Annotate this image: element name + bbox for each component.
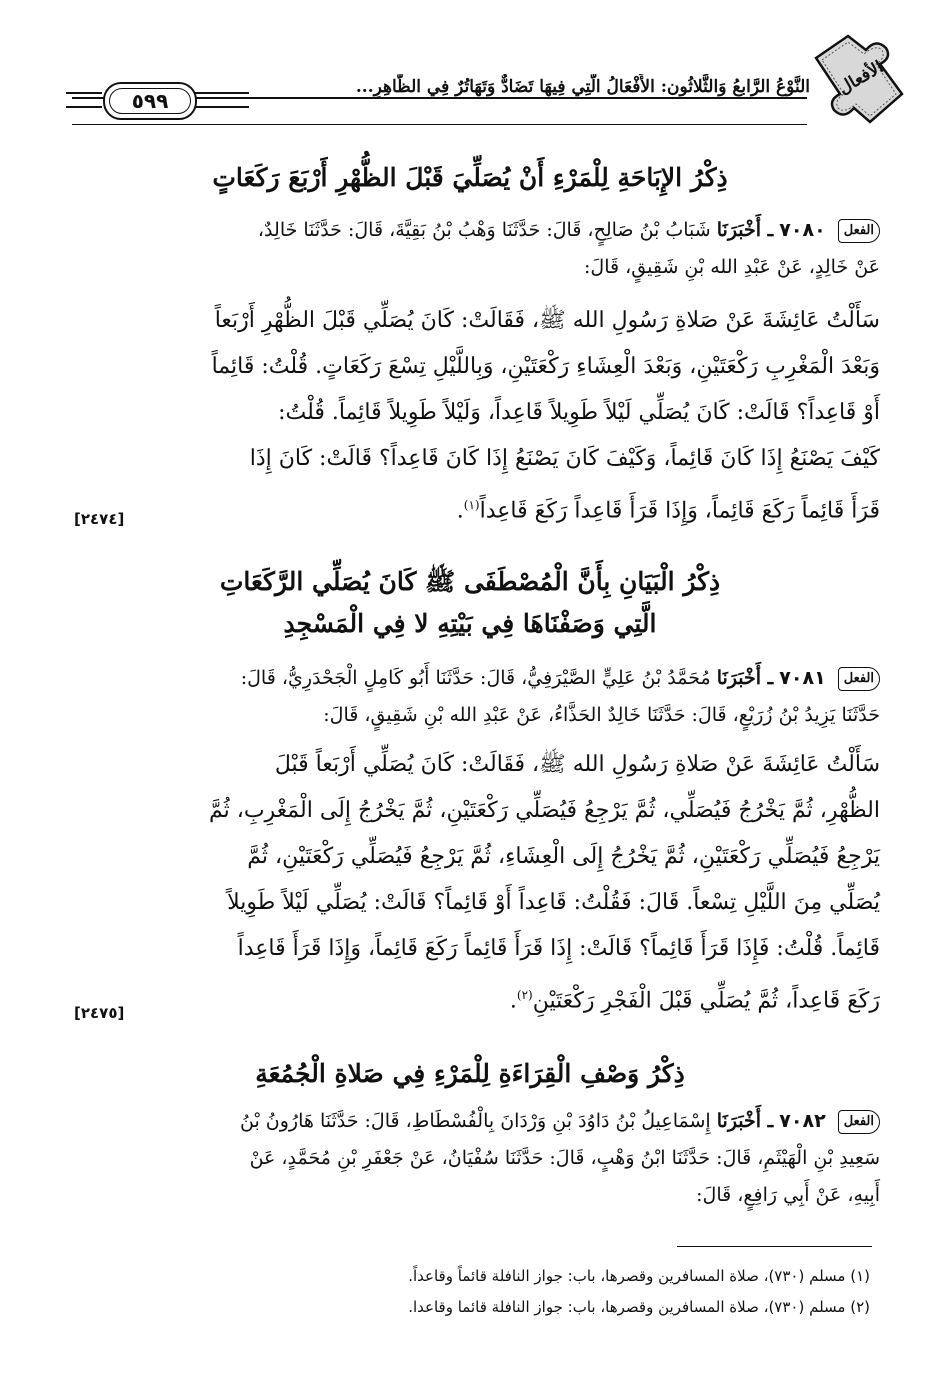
- fil-badge: الفعل: [838, 667, 880, 691]
- hadith-matn: [60, 742, 880, 1024]
- hadith-isnad: [60, 660, 880, 734]
- isnad-line: [60, 660, 880, 697]
- header-rule: [195, 106, 249, 108]
- hadith-number: ٧٠٨٠: [779, 219, 826, 241]
- matn-line: يَرْجِعُ فَيُصَلِّي رَكْعَتَيْنِ، ثُمَّ يَخْرُجُ إِلَى الْعِشَاءِ، ثُمَّ يَرْجِعُ فَيُصَلِّي رَكْعَتَيْنِ، ثُمَّ: [247, 844, 880, 869]
- matn-line: قَائِماً. قُلْتُ: فَإِذَا قَرَأَ قَائِماً؟ قَالَتْ: إِذَا قَرَأَ قَائِماً رَكَعَ قَائِماً، وَإِذَا قَرَأَ قَاعِداً: [237, 936, 880, 961]
- hadith-isnad: [60, 1103, 880, 1214]
- page-number-frame: [103, 82, 197, 120]
- fil-badge: الفعل: [838, 219, 880, 243]
- matn-line: سَأَلْتُ عَائِشَةَ عَنْ صَلاةِ رَسُولِ الله ﷺ، فَقَالَتْ: كَانَ يُصَلِّي أَرْبَعاً قَبْلَ: [274, 752, 880, 777]
- footnote-separator: [677, 1246, 872, 1247]
- hadith-reference: [٢٤٧٤]: [74, 510, 125, 528]
- hadith-matn: [60, 298, 880, 534]
- isnad-line: حَدَّثَنَا يَزِيدُ بْنُ زُرَيْعٍ، قَالَ: حَدَّثَنَا خَالِدٌ الحَذَّاءُ، عَنْ عَبْدِ الله بْنِ شَقِيقٍ، قَالَ:: [323, 704, 880, 726]
- footnote-marker: (١): [463, 498, 480, 512]
- isnad-line: أَبِيهِ، عَنْ أَبِي رَافِعٍ، قَالَ:: [696, 1184, 880, 1206]
- header-rule: [66, 92, 102, 94]
- matn-line: كَيْفَ يَصْنَعُ إِذَا كَانَ قَائِماً، وَكَيْفَ كَانَ يَصْنَعُ إِذَا كَانَ قَاعِداً؟ قَالَتْ: كَانَ إِذَا: [249, 446, 880, 471]
- page-number: ٥٩٩: [131, 89, 169, 113]
- hadith-number: ٧٠٨١: [779, 667, 826, 689]
- akhbarana-word: ـ أَخْبَرَنَا: [716, 667, 774, 689]
- section-heading: ذِكْرُ الإِبَاحَةِ لِلْمَرْءِ أَنْ يُصَلِّيَ قَبْلَ الظُّهْرِ أَرْبَعَ رَكَعَاتٍ: [212, 163, 728, 192]
- footnote: (١) مسلم (٧٣٠)، صلاة المسافرين وقصرها، باب: جواز النافلة قائماً وقاعداً.: [408, 1267, 870, 1285]
- matn-line: سَأَلْتُ عَائِشَةَ عَنْ صَلاةِ رَسُولِ الله ﷺ، فَقَالَتْ: كَانَ يُصَلِّي قَبْلَ الظُّهْرِ أَرْبَعاً: [214, 308, 880, 333]
- matn-line: يُصَلِّي مِنَ اللَّيْلِ تِسْعاً. قَالَ: فَقُلْتُ: قَاعِداً أَوْ قَائِماً؟ قَالَتْ: يُصَلِّي لَيْلاً طَوِيلاً: [227, 890, 880, 915]
- running-header: النَّوْعُ الرَّابعُ وَالثَّلاثُون: الأَفْعَالُ الَّتِي فِيهَا تَضَادٌّ وَتَهَاتُرٌ فِي الظَّاهِرِ...: [355, 77, 810, 97]
- header-rule-thin: [72, 124, 807, 125]
- matn-line: [60, 972, 880, 1024]
- isnad-text: مُحَمَّدُ بْنُ عَلِيٍّ الصَّيْرَفِيُّ، قَالَ: حَدَّثَنَا أَبُو كَامِلٍ الْجَحْدَرِيُّ، قَالَ:: [240, 667, 711, 689]
- footnote-marker: (٢): [516, 988, 533, 1002]
- matn-line: أَوْ قَاعِداً؟ قَالَتْ: كَانَ يُصَلِّي لَيْلاً طَوِيلاً قَاعِداً، وَلَيْلاً طَوِيلاً قَائِماً. قُلْتُ:: [278, 400, 880, 425]
- matn-line: الظُّهْرِ، ثُمَّ يَخْرُجُ فَيُصَلِّي، ثُمَّ يَرْجِعُ فَيُصَلِّي رَكْعَتَيْنِ، ثُمَّ يَخْرُجُ إِلَى الْمَغْرِبِ، ثُمَّ: [208, 798, 880, 823]
- akhbarana-word: ـ أَخْبَرَنَا: [716, 1110, 774, 1132]
- isnad-line: [60, 1103, 880, 1140]
- hadith-reference: [٢٤٧٥]: [74, 1004, 125, 1022]
- matn-text: قَرَأَ قَائِماً رَكَعَ قَائِماً، وَإِذَا قَرَأَ قَاعِداً رَكَعَ قَاعِداً: [479, 498, 880, 524]
- matn-text: رَكَعَ قَاعِداً، ثُمَّ يُصَلِّي قَبْلَ الْفَجْرِ رَكْعَتَيْنِ: [532, 988, 880, 1014]
- hadith-isnad: [60, 212, 880, 286]
- fil-badge: الفعل: [838, 1110, 880, 1134]
- section-heading: ذِكْرُ وَصْفِ الْقِرَاءَةِ لِلْمَرْءِ فِي صَلاةِ الْجُمُعَةِ: [255, 1059, 685, 1088]
- matn-end: .: [509, 988, 517, 1014]
- isnad-line: عَنْ خَالِدٍ، عَنْ عَبْدِ الله بْنِ شَقِيقٍ، قَالَ:: [584, 256, 880, 278]
- matn-line: [60, 482, 880, 534]
- matn-end: .: [456, 498, 464, 524]
- akhbarana-word: ـ أَخْبَرَنَا: [716, 219, 774, 241]
- isnad-line: [60, 212, 880, 249]
- section-heading: الَّتِي وَصَفْنَاهَا فِي بَيْتِهِ لا فِي الْمَسْجِدِ: [283, 609, 657, 638]
- hadith-number: ٧٠٨٢: [779, 1110, 826, 1132]
- header-rule: [195, 92, 249, 94]
- isnad-text: شَبَابُ بْنُ صَالِحٍ، قَالَ: حَدَّثَنَا وَهْبُ بْنُ بَقِيَّةَ، قَالَ: حَدَّثَنَا خَالِدٌ،: [257, 219, 711, 241]
- isnad-text: إِسْمَاعِيلُ بْنُ دَاوُدَ بْنِ وَرْدَانَ بِالْفُسْطَاطِ، قَالَ: حَدَّثَنَا هَارُونُ بْنُ: [240, 1110, 711, 1132]
- isnad-line: سَعِيدِ بْنِ الْهَيْثَمِ، قَالَ: حَدَّثَنَا ابْنُ وَهْبٍ، قَالَ: حَدَّثَنَا سُفْيَانُ، عَنْ جَعْفَرِ بْنِ مُحَمَّدٍ، عَنْ: [249, 1147, 880, 1169]
- section-badge: الأفعال: [835, 57, 887, 99]
- header-rule: [66, 106, 102, 108]
- matn-line: وَبَعْدَ الْمَغْرِبِ رَكْعَتَيْنِ، وَبَعْدَ الْعِشَاءِ رَكْعَتَيْنِ، وَبِاللَّيْلِ تِسْعَ رَكَعَاتٍ. قُلْتُ: قَائِماً: [211, 354, 880, 379]
- footnote: (٢) مسلم (٧٣٠)، صلاة المسافرين وقصرها، باب: جواز النافلة قائما وقاعدا.: [408, 1298, 870, 1316]
- section-heading: ذِكْرُ الْبَيَانِ بِأَنَّ الْمُصْطَفَى ﷺ كَانَ يُصَلِّي الرَّكَعَاتِ: [219, 567, 721, 596]
